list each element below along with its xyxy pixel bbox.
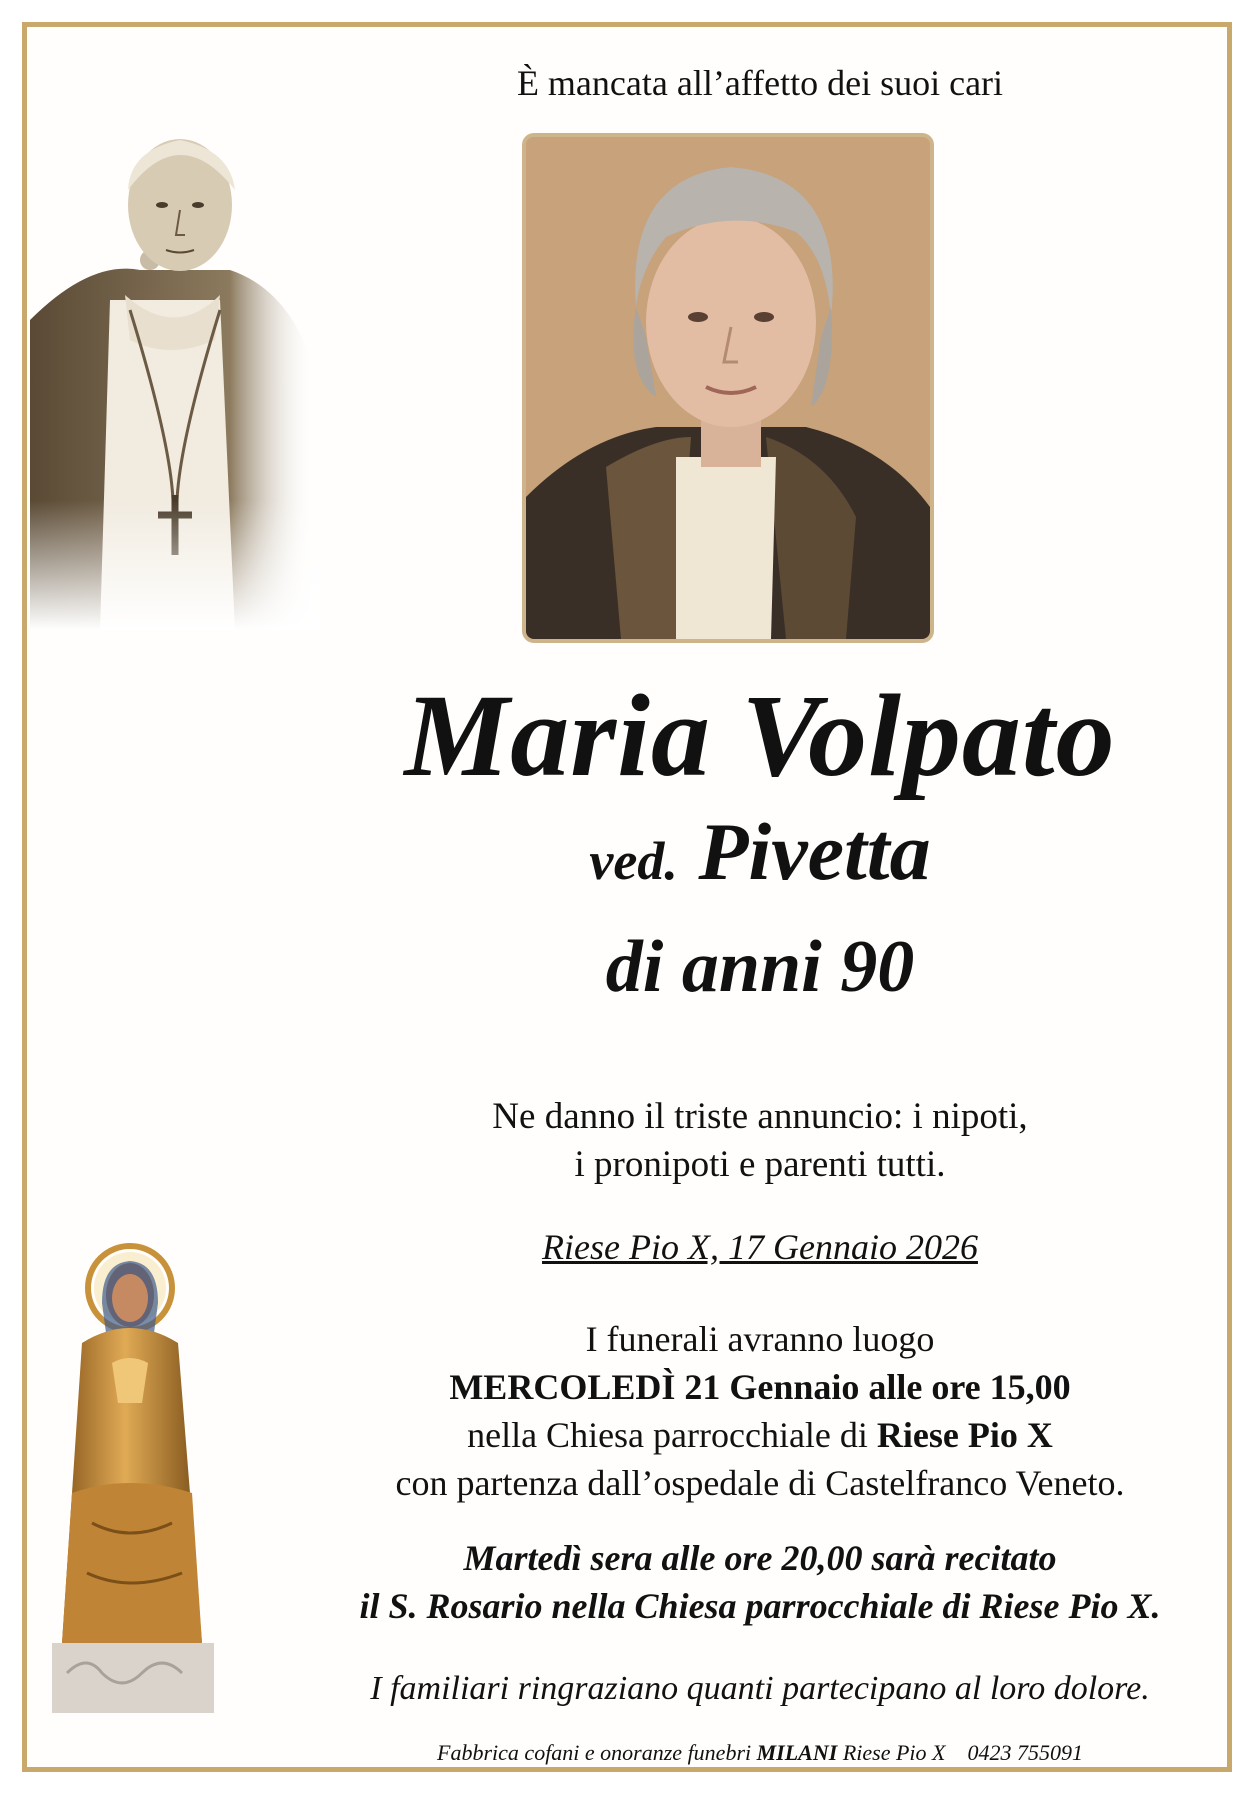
funeral-church-text: nella Chiesa parrocchiale di	[467, 1415, 877, 1455]
footer-credit	[260, 1740, 1260, 1766]
announcement-line-2: i pronipoti e parenti tutti.	[574, 1144, 946, 1185]
rosary-line-2: il S. Rosario nella Chiesa parrocchiale di Riese Pio X.	[359, 1586, 1161, 1626]
madonna-statue-image	[42, 1243, 224, 1713]
place-date-text: Riese Pio X, 17 Gennaio 2026	[542, 1227, 978, 1267]
deceased-name: Maria Volpato	[404, 670, 1116, 801]
footer-text-a: Fabbrica cofani e onoranze funebri	[437, 1740, 757, 1765]
footer-company: MILANI	[756, 1740, 838, 1765]
married-name-line	[260, 805, 1260, 899]
funeral-line-1: I funerali avranno luogo	[585, 1319, 935, 1359]
announcement-line-1: Ne danno il triste annuncio: i nipoti,	[492, 1096, 1028, 1137]
deceased-photo	[522, 133, 934, 643]
rosary-line-1: Martedì sera alle ore 20,00 sarà recitato	[463, 1538, 1057, 1578]
funeral-date-time: MERCOLEDÌ 21 Gennaio alle ore 15,00	[449, 1367, 1071, 1407]
age-text: di anni 90	[605, 926, 915, 1008]
funeral-town: Riese Pio X	[876, 1415, 1053, 1455]
married-prefix: ved.	[589, 831, 678, 891]
married-surname: Pivetta	[698, 806, 931, 897]
thanks-text: I familiari ringraziano quanti partecipano al loro dolore.	[370, 1670, 1150, 1707]
footer-text-b: Riese Pio X	[837, 1740, 946, 1765]
pope-portrait-image	[30, 110, 320, 630]
intro-text: È mancata all’affetto dei suoi cari	[516, 63, 1004, 103]
funeral-line-4: con partenza dall’ospedale di Castelfranco Veneto.	[395, 1463, 1125, 1503]
funeral-line-3	[260, 1414, 1260, 1456]
footer-phone: 0423 755091	[967, 1740, 1083, 1765]
place-date	[260, 1226, 1260, 1268]
